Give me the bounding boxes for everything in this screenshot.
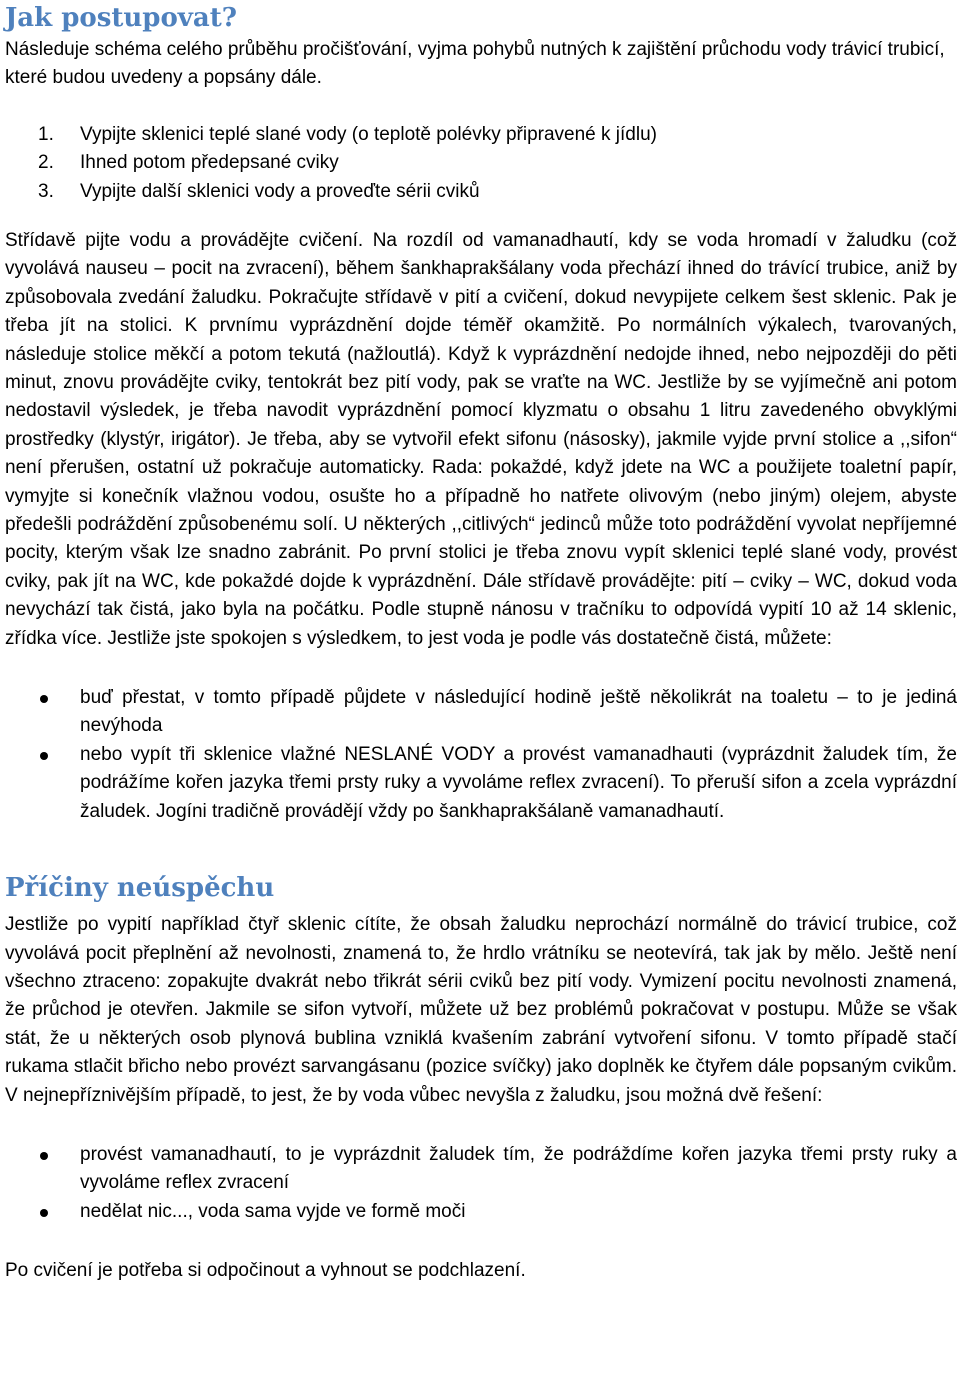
bullet-icon <box>40 1152 48 1160</box>
step-number: 1. <box>38 123 54 145</box>
step-item <box>5 149 957 177</box>
document-page <box>5 0 957 1286</box>
closing-paragraph: Po cvičení je potřeba si odpočinout a vyhnout se podchlazení. <box>5 1260 526 1282</box>
step-text: Vypijte sklenici teplé slané vody (o teplotě polévky připravené k jídlu) <box>80 123 657 145</box>
list-item <box>5 1141 957 1198</box>
list-item-text: nebo vypít tři sklenice vlažné NESLANÉ VODY a provést vamanadhauti (vyprázdnit žaludek tím, že podrážíme kořen jazyka třemi prsty ruky a vyvoláme reflex zvracení). To přeruší sifon a zcela vyprázdní žaludek. Jogíni tradičně provádějí vždy po šankhaprakšálaně vamanadhautí. <box>80 743 957 822</box>
bullet-icon <box>40 695 48 703</box>
step-number: 3. <box>38 180 54 202</box>
spacer <box>5 653 957 684</box>
list-item <box>5 684 957 741</box>
list-item-text: buď přestat, v tomto případě půjdete v následující hodině ještě několikrát na toaletu – to je jediná nevýhoda <box>80 687 957 737</box>
bullet-icon <box>40 1209 48 1217</box>
intro-paragraph: Následuje schéma celého průběhu pročišťování, vyjma pohybů nutných k zajištění průchodu vody trávicí trubicí, které budou uvedeny a popsány dále. <box>5 39 945 89</box>
step-item <box>5 178 957 206</box>
list-item <box>5 741 957 826</box>
spacer <box>5 93 957 121</box>
step-item <box>5 121 957 149</box>
section-heading-jak-postupovat: Jak postupovat? <box>5 3 238 33</box>
solutions-list <box>5 1141 957 1226</box>
step-text: Vypijte další sklenici vody a proveďte sérii cviků <box>80 180 480 202</box>
section-heading-priciny-neuspechu: Příčiny neúspěchu <box>5 873 275 904</box>
options-list <box>5 684 957 826</box>
spacer <box>5 826 957 871</box>
spacer <box>5 1110 957 1141</box>
bullet-icon <box>40 752 48 760</box>
list-item-text: nedělat nic..., voda sama vyjde ve formě moči <box>80 1200 466 1222</box>
list-item <box>5 1198 957 1226</box>
spacer <box>5 206 957 227</box>
steps-list <box>5 121 957 206</box>
list-item-text: provést vamanadhautí, to je vyprázdnit žaludek tím, že podráždíme kořen jazyka třemi prsty ruky a vyvoláme reflex zvracení <box>80 1143 957 1194</box>
step-number: 2. <box>38 152 54 174</box>
step-text: Ihned potom předepsané cviky <box>80 152 339 174</box>
procedure-paragraph: Střídavě pijte vodu a provádějte cvičení. Na rozdíl od vamanadhautí, kdy se voda hromadí v žaludku (což vyvolává nauseu – pocit na zvracení), během šankhaprakšálany voda přechází ihned do trávící trubice, aniž by způsobovala zvedání žaludku. Pokračujte střídavě v pití a cvičení, dokud nevypijete celkem šest sklenic. Pak je třeba jít na stolici. K prvnímu vyprázdnění dojde téměř okamžitě. Po normálních výkalech, tvarovaných, následuje stolice měkčí a potom tekutá (nažloutlá). Když k vyprázdnění nedojde ihned, nebo nejpozději do pěti minut, znovu provádějte cviky, tentokrát bez pití vody, pak se vraťte na WC. Jestliže by se vyjímečně ani potom nedostavil výsledek, je třeba navodit vyprázdnění pomocí klyzmatu o obsahu 1 litru zavedeného obvyklými prostředky (klystýr, irigátor). Je třeba, aby se vytvořil efekt sifonu (násosky), jakmile vyjde první stolice a ,,sifon“ není přerušen, ostatní už pokračuje automaticky. Rada: pokaždé, když jdete na WC a použijete toaletní papír, vymyjte si konečník vlažnou vodou, osušte ho a případně ho natřete olivovým (nebo jiným) olejem, abyste předešli podráždění způsobenému solí. U některých ,,citlivých“ jedinců může toto podráždění vyvolat nepříjemné pocity, kterým však lze snadno zabránit. Po první stolici je třeba znovu vypít sklenici teplé slané vody, provést cviky, pak jít na WC, kde pokaždé dojde k vyprázdnění. Dále střídavě provádějte: pití – cviky – WC, dokud voda nevychází tak čistá, jako byla na počátku. Podle stupně nánosu v tračníku to odpovídá vypití 10 až 14 sklenic, zřídka více. Jestliže jste spokojen s výsledkem, to jest voda je podle vás dostatečně čistá, můžete: <box>5 229 957 649</box>
failure-paragraph: Jestliže po vypití například čtyř sklenic cítíte, že obsah žaludku neprochází normálně do trávicí trubice, což vyvolává pocit přeplnění až nevolnosti, znamená to, že hrdlo vrátníku se neotevírá, tak jak by mělo. Ještě není všechno ztraceno: zopakujte dvakrát nebo třikrát sérii cviků bez pití vody. Vymizení pocitu nevolnosti znamená, že průchod je otevřen. Jakmile se sifon vytvoří, můžete už bez problémů pokračovat v postupu. Může se však stát, že u některých osob plynová bublina vzniklá kvašením zabrání vytvoření sifonu. V tomto případě stačí rukama stlačit břicho nebo provézt sarvangásanu (pozice svíčky) jako doplněk ke čtyřem dále popsaným cvikům. V nejnepříznivějším případě, to jest, že by voda vůbec nevyšla z žaludku, jsou možná dvě řešení: <box>5 914 957 1106</box>
spacer <box>5 1226 957 1257</box>
